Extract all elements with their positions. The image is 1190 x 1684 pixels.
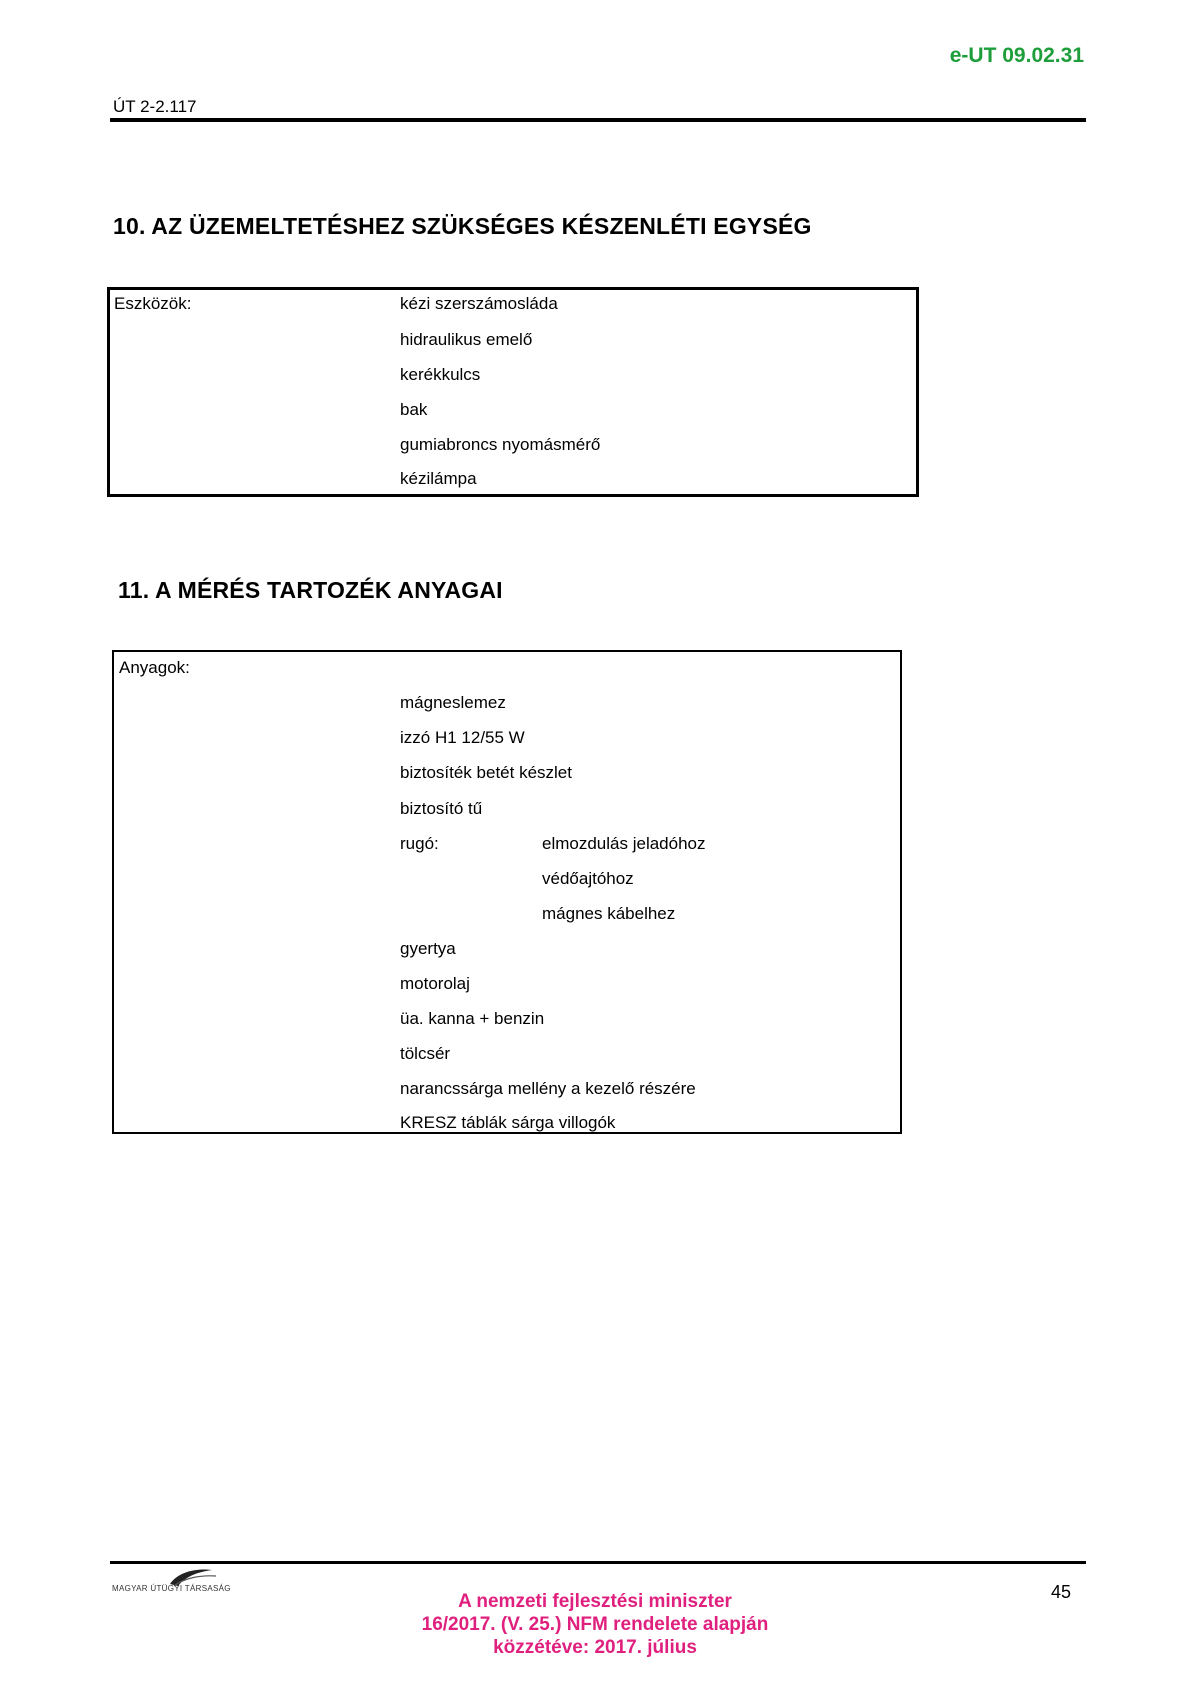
list-item: biztosíték betét készlet (400, 763, 572, 782)
list-item: mágneslemez (400, 693, 506, 712)
list-item: bak (400, 400, 428, 419)
section-10-box (107, 287, 919, 497)
list-item: kézilámpa (400, 469, 477, 488)
spring-subitem: elmozdulás jeladóhoz (542, 834, 706, 853)
list-item: üa. kanna + benzin (400, 1009, 545, 1028)
list-item: narancssárga mellény a kezelő részére (400, 1079, 696, 1098)
logo-text: MAGYAR ÚTÜGYI TÁRSASÁG (112, 1584, 231, 1593)
page-number: 45 (1051, 1582, 1072, 1602)
list-item: hidraulikus emelő (400, 330, 533, 349)
publication-note (380, 1590, 810, 1659)
list-item: gyertya (400, 939, 456, 958)
spring-subitem: mágnes kábelhez (542, 904, 676, 923)
list-item: KRESZ táblák sárga villogók (400, 1113, 616, 1132)
footer-line: A nemzeti fejlesztési miniszter (458, 1591, 732, 1612)
organization-logo (112, 1566, 262, 1596)
list-item: tölcsér (400, 1044, 451, 1063)
section-11-title: 11. A MÉRÉS TARTOZÉK ANYAGAI (118, 577, 503, 603)
list-item: kerékkulcs (400, 365, 481, 384)
list-item: rugó: (400, 834, 439, 853)
list-item: izzó H1 12/55 W (400, 728, 525, 747)
list-item: biztosító tű (400, 799, 483, 818)
footer-rule (110, 1561, 1086, 1564)
tools-label: Eszközök: (114, 294, 192, 313)
section-11-box (112, 650, 902, 1134)
list-item: kézi szerszámosláda (400, 294, 558, 313)
footer-line: közzétéve: 2017. július (493, 1637, 697, 1658)
header-rule (110, 118, 1086, 122)
materials-label: Anyagok: (119, 658, 190, 677)
list-item: motorolaj (400, 974, 470, 993)
section-10-title: 10. AZ ÜZEMELTETÉSHEZ SZÜKSÉGES KÉSZENLÉTI EGYSÉG (113, 213, 812, 239)
document-code: e-UT 09.02.31 (949, 44, 1084, 67)
list-item: gumiabroncs nyomásmérő (400, 435, 601, 454)
standard-code: ÚT 2-2.117 (113, 97, 197, 116)
spring-subitem: védőajtóhoz (542, 869, 634, 888)
footer-line: 16/2017. (V. 25.) NFM rendelete alapján (421, 1614, 769, 1635)
